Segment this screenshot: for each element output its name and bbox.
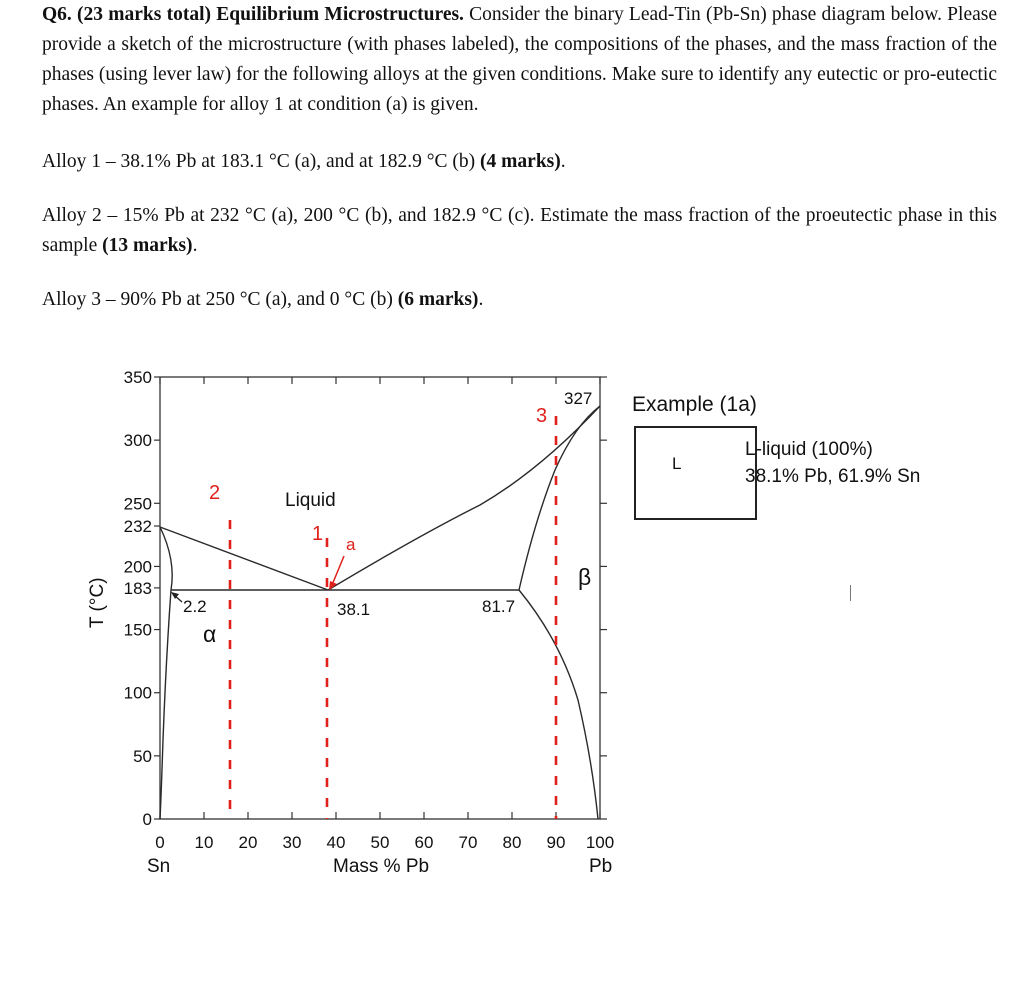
example-title: Example (1a) [632,393,757,416]
x-tick-label: 30 [282,833,302,852]
alloy-2-line [42,201,997,261]
y-tick-label: 200 [123,557,152,577]
example-line-2: 38.1% Pb, 61.9% Sn [745,466,921,487]
y-tick-label: 350 [123,368,152,387]
alloy-3-text: Alloy 3 – 90% Pb at 250 °C (a), and 0 °C (b) [42,289,398,310]
point-label-a: a [346,535,356,554]
label-pb-melting: 327 [564,389,593,408]
question-marks: (23 marks total) [77,4,211,25]
label-eutectic: 38.1 [337,600,371,619]
question-title: Equilibrium Microstructures. [216,4,464,25]
alloy-1-end: . [560,151,566,172]
y-tick-label: 0 [142,810,152,829]
y-tick-label: 150 [123,620,152,640]
y-tick-label: 50 [133,746,152,766]
plot-frame [160,377,600,819]
stray-mark [850,585,851,601]
x-tick-label: 20 [238,833,258,852]
region-alpha: α [203,621,217,647]
y-axis-label: T (°C) [87,577,108,628]
alloy-2-text: Alloy 2 – 15% Pb at 232 °C (a), 200 °C (b), and 182.9 °C (c). Estimate the mass fraction of the proeutectic phase in this sample [42,205,997,256]
x-tick-label: 70 [458,833,478,852]
x-tick-label: 10 [194,833,214,852]
alloy-marker-3: 3 [536,405,548,427]
alloy-3-marks: (6 marks) [397,289,479,310]
x-tick-label: 60 [414,833,434,852]
example-line-1: L-liquid (100%) [745,439,873,460]
x-left-label: Sn [147,856,171,877]
x-tick-label: 40 [326,833,346,852]
label-beta-solubility: 81.7 [482,597,516,616]
x-tick-label: 50 [370,833,390,852]
alloy-marker-2: 2 [209,482,221,504]
y-tick-label: 183 [123,578,152,598]
y-tick-label: 250 [123,494,152,514]
phase-diagram [0,360,640,880]
beta-solvus [519,590,598,819]
x-tick-label: 90 [546,833,566,852]
liquidus-sn-side [160,527,328,590]
x-tick-label: 100 [585,833,615,852]
alpha-solvus [160,590,171,819]
x-tick-label: 0 [155,833,165,852]
example-description [745,436,920,490]
y-tick-label: 100 [123,683,152,703]
question-body: Consider the binary Lead-Tin (Pb-Sn) phase diagram below. Please provide a sketch of the microstructure (with phases labeled), the compositions of the phases, and the mass fraction of the phases (using lever law) for the following alloys at the given conditions. Make sure to identify any eutectic or pro-eutectic phases. An example for alloy 1 at condition (a) is given. [42,4,997,115]
question-intro [42,0,997,120]
alloy-3-line [42,285,997,315]
y-tick-label: 232 [123,517,152,537]
question-block [42,0,997,315]
region-beta: β [578,564,592,590]
alloy-2-end: . [192,235,198,256]
region-liquid: Liquid [285,490,336,511]
alloy-2-marks: (13 marks) [102,235,193,256]
liquidus-pb-side [328,406,600,590]
x-right-label: Pb [589,856,613,877]
alloy-1-text: Alloy 1 – 38.1% Pb at 183.1 °C (a), and at 182.9 °C (b) [42,151,481,172]
label-alpha-solubility: 2.2 [183,597,207,616]
alloy-1-marks: (4 marks) [480,151,561,172]
question-number: Q6. [42,4,72,25]
alloy-marker-1: 1 [312,523,324,545]
example-box-label: L [672,454,682,473]
alloy-1-line [42,147,997,177]
beta-solidus [519,406,600,590]
alpha-solidus [160,527,172,590]
point-a-arrow [332,556,344,585]
x-tick-label: 80 [502,833,522,852]
y-tick-label: 300 [123,431,152,451]
example-microstructure-box [634,426,757,520]
x-axis-label: Mass % Pb [333,856,430,877]
alloy-3-end: . [478,289,484,310]
